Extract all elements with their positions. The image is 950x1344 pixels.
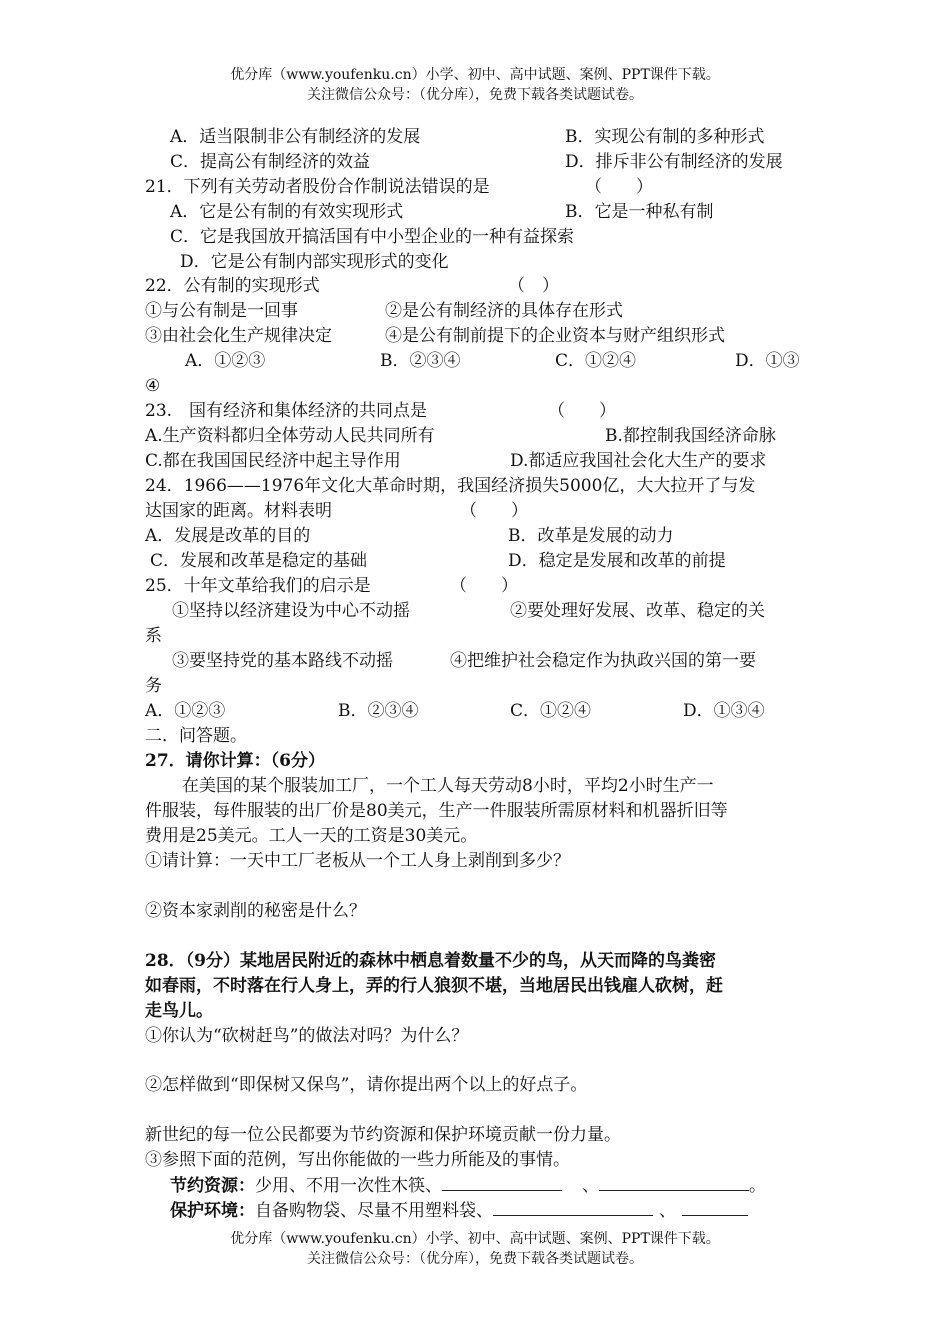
protect-environment-example: 自备购物袋、尽量不用塑料袋、	[255, 1201, 493, 1221]
q25-statement-2-wrap: 系	[145, 626, 162, 646]
section-2-heading: 二．问答题。	[145, 726, 247, 746]
q23-option-a: A.生产资料都归全体劳动人民共同所有	[145, 426, 435, 446]
q27-text-line-2: 件服装，每件服装的出厂价是80美元，生产一件服装所需原材料和机器折旧等	[145, 801, 728, 821]
footer-line-1: 优分库（www.youfenku.cn）小学、初中、高中试题、案例、PPT课件下载。	[230, 1231, 720, 1247]
header-line-2: 关注微信公众号：（优分库），免费下载各类试题试卷。	[307, 87, 643, 103]
q28-stem-line-3: 走鸟儿。	[145, 1001, 213, 1021]
save-resources-label: 节约资源：	[170, 1176, 255, 1196]
q21-stem: 21．下列有关劳动者股份合作制说法错误的是	[145, 177, 490, 197]
q23-answer-paren: （ ）	[548, 401, 616, 421]
protect-environment-label: 保护环境：	[170, 1201, 255, 1221]
q27-subquestion-2: ②资本家剥削的秘密是什么？	[145, 901, 366, 921]
q22-option-d: D．①③	[735, 351, 800, 371]
q24-option-a: A．发展是改革的目的	[145, 526, 311, 546]
q21-option-b: B．它是一种私有制	[565, 202, 714, 222]
q24-stem-line-2: 达国家的距离。材料表明	[145, 501, 332, 521]
q25-statement-2: ②要处理好发展、改革、稳定的关	[510, 601, 765, 621]
q21-option-c: C．它是我国放开搞活国有中小型企业的一种有益探索	[170, 227, 575, 247]
q20-option-a: A．适当限制非公有制经济的发展	[170, 127, 421, 147]
q22-statement-3: ③由社会化生产规律决定	[145, 326, 332, 346]
q28-stem-line-1: 28．（9分）某地居民附近的森林中栖息着数量不少的鸟，从天而降的鸟粪密	[145, 951, 716, 971]
q20-option-c: C．提高公有制经济的效益	[170, 152, 371, 172]
q25-option-d: D．①③④	[683, 701, 765, 721]
q24-option-c: C．发展和改革是稳定的基础	[150, 551, 368, 571]
q25-stem: 25．十年文革给我们的启示是	[145, 576, 371, 596]
q23-option-c: C.都在我国国民经济中起主导作用	[145, 451, 401, 471]
q21-answer-paren: （ ）	[585, 177, 653, 197]
q27-text-line-1: 在美国的某个服装加工厂，一个工人每天劳动8小时，平均2小时生产一	[182, 776, 714, 796]
q27-text-line-3: 费用是25美元。工人一天的工资是30美元。	[145, 826, 478, 846]
q25-option-c: C．①②④	[510, 701, 592, 721]
q22-stem: 22．公有制的实现形式	[145, 276, 320, 296]
q25-answer-paren: （ ）	[450, 576, 518, 596]
q22-option-d-wrap: ④	[145, 376, 161, 396]
q22-option-a: A．①②③	[185, 351, 266, 371]
q28-stem-line-2: 如春雨，不时落在行人身上，弄的行人狼狈不堪，当地居民出钱雇人砍树，赶	[145, 976, 723, 996]
q22-option-b: B．②③④	[380, 351, 461, 371]
q24-option-d: D．稳定是发展和改革的前提	[508, 551, 726, 571]
q20-option-d: D．排斥非公有制经济的发展	[565, 152, 783, 172]
save-resources-end: 。	[749, 1176, 766, 1196]
q21-option-a: A．它是公有制的有效实现形式	[170, 202, 404, 222]
q28-subquestion-3: ③参照下面的范例，写出你能做的一些力所能及的事情。	[145, 1150, 570, 1170]
save-resources-blank-2[interactable]	[599, 1174, 749, 1191]
q22-statement-4: ④是公有制前提下的企业资本与财产组织形式	[385, 326, 725, 346]
q25-option-a: A．①②③	[145, 701, 226, 721]
header-line-1: 优分库（www.youfenku.cn）小学、初中、高中试题、案例、PPT课件下载。	[230, 67, 720, 83]
q22-option-c: C．①②④	[555, 351, 637, 371]
footer-line-2: 关注微信公众号：（优分库），免费下载各类试题试卷。	[307, 1251, 643, 1267]
q24-option-b: B．改革是发展的动力	[508, 526, 674, 546]
q25-statement-1: ①坚持以经济建设为中心不动摇	[172, 601, 410, 621]
q23-option-d: D.都适应我国社会化大生产的要求	[510, 451, 767, 471]
q28-subquestion-2: ②怎样做到“即保树又保鸟”，请你提出两个以上的好点子。	[145, 1075, 588, 1095]
q25-statement-4-wrap: 务	[145, 676, 162, 696]
q27-subquestion-1: ①请计算：一天中工厂老板从一个工人身上剥削到多少？	[145, 851, 570, 871]
q22-statement-1: ①与公有制是一回事	[145, 301, 298, 321]
q25-option-b: B．②③④	[338, 701, 419, 721]
q22-answer-paren: （ ）	[508, 276, 559, 296]
q25-statement-4: ④把维护社会稳定作为执政兴国的第一要	[450, 651, 756, 671]
protect-environment-blank-2[interactable]	[682, 1199, 748, 1216]
save-resources-separator: 、	[582, 1176, 599, 1196]
q23-stem: 23. 国有经济和集体经济的共同点是	[145, 401, 428, 421]
q28-subquestion-1: ①你认为“砍树赶鸟”的做法对吗？为什么？	[145, 1026, 469, 1046]
q28-save-resources-row	[170, 1174, 766, 1197]
q24-answer-paren: （ ）	[460, 501, 528, 521]
q28-intro: 新世纪的每一位公民都要为节约资源和保护环境贡献一份力量。	[145, 1125, 621, 1145]
q23-option-b: B.都控制我国经济命脉	[605, 426, 776, 446]
q24-stem-line-1: 24．1966——1976年文化大革命时期，我国经济损失5000亿，大大拉开了与发	[145, 476, 756, 496]
q20-option-b: B．实现公有制的多种形式	[565, 127, 765, 147]
save-resources-blank-1[interactable]	[442, 1174, 562, 1191]
q22-statement-2: ②是公有制经济的具体存在形式	[385, 301, 623, 321]
protect-environment-blank-1[interactable]	[493, 1199, 653, 1216]
q25-statement-3: ③要坚持党的基本路线不动摇	[172, 651, 393, 671]
q27-title: 27．请你计算：（6分）	[145, 751, 325, 771]
q21-option-d: D．它是公有制内部实现形式的变化	[180, 252, 449, 272]
save-resources-example: 少用、不用一次性木筷、	[255, 1176, 442, 1196]
protect-environment-separator: 、	[659, 1201, 676, 1221]
q28-protect-environment-row	[170, 1199, 748, 1222]
